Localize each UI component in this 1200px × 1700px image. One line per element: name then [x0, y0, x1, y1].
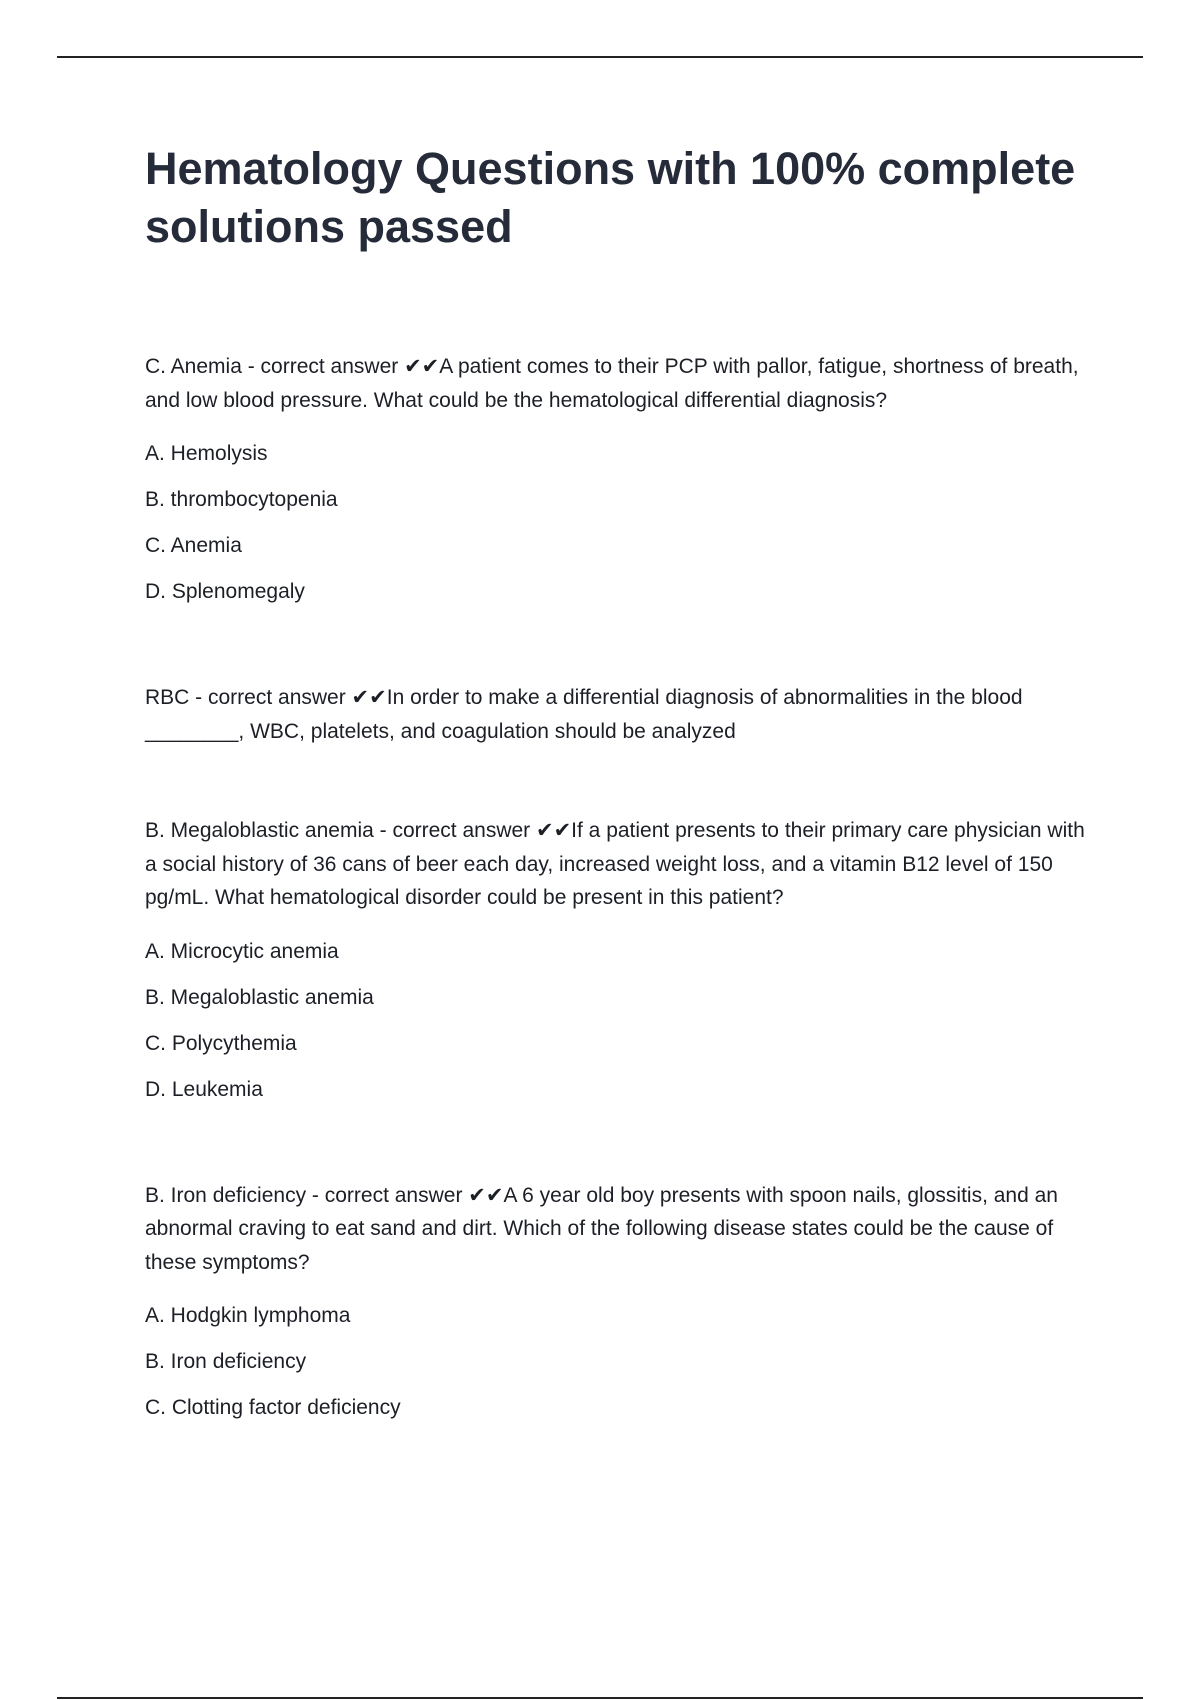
- question-block: [145, 814, 1085, 1113]
- document-body: [145, 140, 1085, 1497]
- question-block: [145, 350, 1085, 615]
- answer-option: B. Iron deficiency: [145, 1350, 307, 1373]
- question-list: [145, 350, 1085, 1431]
- question-text: RBC - correct answer ✔✔In order to make a differential diagnosis of abnormalities in the blood ________, WBC, platelets, and coagulation should be analyzed: [145, 686, 1023, 743]
- question-block: [145, 681, 1085, 748]
- top-rule: [57, 56, 1143, 58]
- answer-option: C. Polycythemia: [145, 1031, 297, 1055]
- question-text: B. Iron deficiency - correct answer ✔✔A 6 year old boy presents with spoon nails, glossitis, and an abnormal craving to eat sand and dirt. Which of the following disease states could be the cause of these symptoms?: [145, 1183, 1058, 1274]
- question-block: [145, 1179, 1085, 1432]
- answer-option: D. Splenomegaly: [145, 580, 305, 603]
- answer-option: B. thrombocytopenia: [145, 488, 338, 511]
- question-text: C. Anemia - correct answer ✔✔A patient comes to their PCP with pallor, fatigue, shortness of breath, and low blood pressure. What could be the hematological differential diagnosis?: [145, 355, 1079, 412]
- answer-option: C. Clotting factor deficiency: [145, 1396, 401, 1419]
- question-text: B. Megaloblastic anemia - correct answer ✔✔If a patient presents to their primary care physician with a social history of 36 cans of beer each day, increased weight loss, and a vitamin B12 level of 150 pg/mL. What hematological disorder could be present in this patient?: [145, 819, 1085, 909]
- page-title: Hematology Questions with 100% complete solutions passed: [145, 143, 1076, 252]
- bottom-rule: [57, 1697, 1143, 1699]
- answer-option: A. Hemolysis: [145, 442, 268, 465]
- answer-option: C. Anemia: [145, 534, 242, 557]
- answer-option: D. Leukemia: [145, 1077, 263, 1101]
- answer-option: B. Megaloblastic anemia: [145, 985, 374, 1009]
- answer-option: A. Microcytic anemia: [145, 939, 339, 963]
- answer-option: A. Hodgkin lymphoma: [145, 1304, 351, 1327]
